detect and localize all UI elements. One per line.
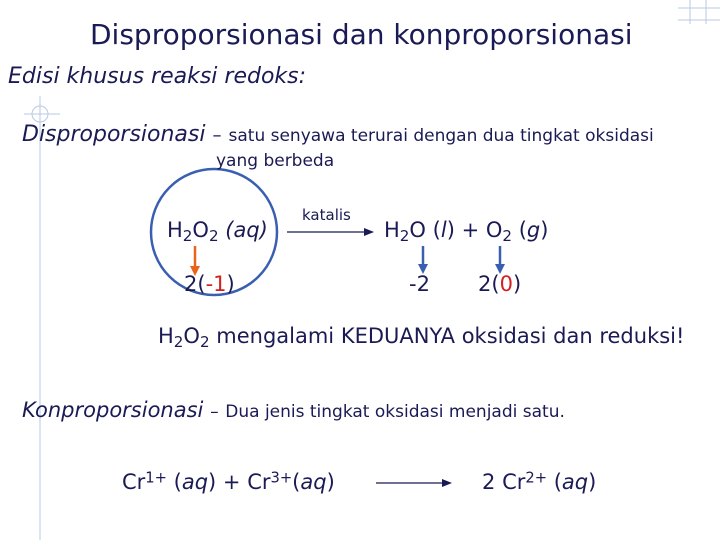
cr-symbol: Cr — [247, 470, 271, 494]
o-symbol: O — [409, 218, 426, 242]
subscript: 2 — [199, 333, 210, 352]
ox-pre: 2( — [184, 272, 206, 296]
o2-symbol: O — [485, 218, 503, 242]
paren: ( — [432, 218, 441, 242]
subscript: 2 — [173, 333, 184, 352]
charge: 1+ — [145, 469, 167, 487]
konprop-product: 2 $Cr^{2+}$ (aq) — [482, 469, 597, 494]
h-symbol: H — [384, 218, 400, 242]
konprop-line — [22, 398, 565, 422]
disprop-definition-2: yang berbeda — [216, 151, 335, 171]
o-symbol: O — [183, 324, 200, 348]
corner-decoration — [678, 0, 720, 24]
konprop-term: Konproporsionasi — [22, 398, 204, 422]
h-symbol: H — [158, 324, 174, 348]
disprop-dash: – — [212, 125, 222, 146]
conclusion — [158, 324, 685, 352]
konprop-definition: Dua jenis tingkat oksidasi menjadi satu. — [225, 402, 565, 422]
paren: ) — [446, 218, 455, 242]
state-label: g — [526, 218, 541, 242]
disprop-line — [22, 122, 654, 147]
cr-symbol: Cr — [122, 470, 146, 494]
state-label: aq — [561, 470, 589, 494]
paren: ( — [518, 218, 527, 242]
cr-symbol: Cr — [502, 470, 526, 494]
disprop-term: Disproporsionasi — [22, 122, 206, 147]
product2-oxidation — [478, 272, 521, 296]
o-symbol: O — [192, 218, 209, 242]
margin-decoration — [24, 96, 60, 540]
catalyst-label: katalis — [302, 206, 351, 224]
ox-pre: 2( — [478, 272, 500, 296]
coefficient: 2 — [482, 470, 496, 494]
charge: 3+ — [270, 469, 293, 487]
subscript: 2 — [399, 227, 410, 246]
ox-value: -1 — [205, 272, 227, 296]
disprop-definition: satu senyawa terurai dengan dua tingkat oksidasi — [228, 126, 654, 146]
subscript: 2 — [182, 227, 193, 246]
product1-oxidation: -2 — [409, 272, 430, 296]
subscript: 2 — [502, 227, 513, 246]
subscript: 2 — [208, 227, 219, 246]
reactant-oxidation — [184, 272, 235, 296]
conclusion-text: mengalami KEDUANYA oksidasi dan reduksi! — [216, 324, 685, 348]
konprop-reactants: $Cr^{1+}$ $(aq) + Cr^{3+}(aq)$ — [122, 469, 335, 494]
plus-sign: + — [461, 218, 480, 242]
charge: 2+ — [525, 469, 548, 487]
state-label: aq — [300, 470, 327, 494]
reactant-h2o2 — [167, 218, 268, 246]
h-symbol: H — [167, 218, 183, 242]
plus-sign: + — [222, 470, 241, 494]
subtitle: Edisi khusus reaksi redoks: — [8, 64, 307, 89]
konprop-dash: – — [210, 402, 219, 422]
ox-post: ) — [512, 272, 522, 296]
state-label: aq — [181, 470, 209, 494]
page-title: Disproporsionasi dan konproporsionasi — [90, 18, 633, 51]
state-label: l — [440, 218, 447, 242]
state-label: (aq) — [225, 218, 268, 242]
paren: ) — [540, 218, 549, 242]
products — [384, 218, 549, 246]
ox-post: ) — [226, 272, 235, 296]
ox-value: 0 — [499, 272, 513, 296]
